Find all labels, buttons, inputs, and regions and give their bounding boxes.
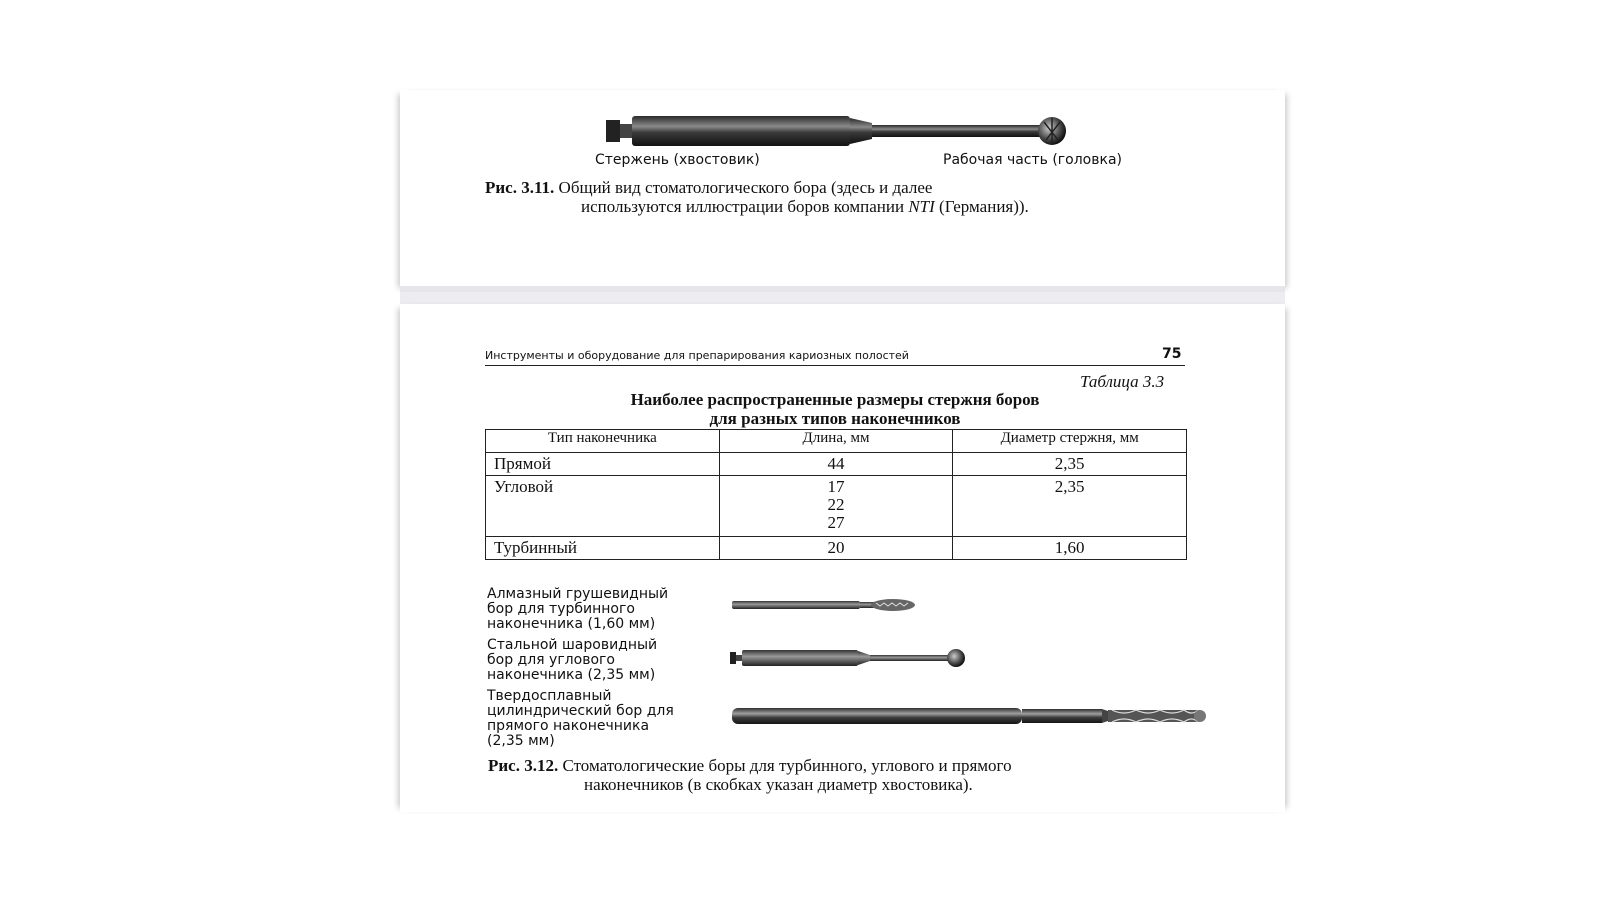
cell-length: 20 [719, 537, 953, 560]
cell-type: Прямой [486, 453, 720, 476]
column-header: Тип наконечника [486, 430, 720, 453]
header-rule [485, 365, 1185, 366]
column-header: Диаметр стержня, мм [953, 430, 1187, 453]
caption-number: Рис. 3.12. [488, 756, 559, 775]
table-row [486, 537, 1187, 560]
caption-line: наконечников (в скобках указан диаметр хвостовика). [584, 775, 973, 794]
running-head: Инструменты и оборудование для препарирования кариозных полостей [485, 349, 909, 362]
page-number: 75 [1162, 346, 1182, 362]
dental-bur-illustration [600, 110, 1080, 150]
working-part-label: Рабочая часть (головка) [943, 152, 1122, 168]
bur-label-diamond [487, 587, 668, 632]
cell-diameter: 2,35 [953, 476, 1187, 537]
diamond-pear-bur-illustration [730, 598, 930, 612]
cell-type: Угловой [486, 476, 720, 537]
figure-3-11-caption [485, 178, 1205, 216]
page-fragment-top [400, 90, 1285, 292]
page-separator [400, 292, 1285, 304]
column-header: Длина, мм [719, 430, 953, 453]
length-value: 17 [827, 477, 845, 496]
figure-3-12-caption [488, 756, 1208, 794]
length-value: 22 [827, 495, 845, 514]
cell-diameter: 2,35 [953, 453, 1187, 476]
table-title-line: Наиболее распространенные размеры стержня боров [630, 390, 1040, 409]
table-row [486, 453, 1187, 476]
cell-diameter: 1,60 [953, 537, 1187, 560]
caption-number: Рис. 3.11. [485, 178, 555, 197]
caption-line: используются иллюстрации боров компании [581, 197, 905, 216]
bur-label-line: прямого наконечника [487, 718, 650, 734]
table-header-row [486, 430, 1187, 453]
bur-label-line: цилиндрический бор для [487, 703, 674, 719]
table-title-line: для разных типов наконечников [709, 409, 961, 428]
bur-label-line: Стальной шаровидный [487, 637, 658, 653]
bur-label-carbide [487, 689, 674, 749]
bur-label-line: Алмазный грушевидный [487, 586, 669, 602]
bur-label-line: бор для углового [487, 652, 615, 668]
cell-length: 44 [719, 453, 953, 476]
carbide-cylinder-bur-illustration [730, 704, 1210, 728]
table-row [486, 476, 1187, 537]
caption-line: Стоматологические боры для турбинного, углового и прямого [562, 756, 1012, 775]
cell-type: Турбинный [486, 537, 720, 560]
page-75 [400, 304, 1285, 812]
table-number: Таблица 3.3 [1080, 372, 1165, 391]
length-value: 27 [827, 513, 845, 532]
bur-label-line: наконечника (2,35 мм) [487, 667, 656, 683]
bur-label-line: (2,35 мм) [487, 733, 555, 749]
bur-label-steel [487, 638, 657, 683]
shank-label: Стержень (хвостовик) [595, 152, 760, 168]
bur-label-line: наконечника (1,60 мм) [487, 616, 656, 632]
cell-length [719, 476, 953, 537]
bur-label-line: бор для турбинного [487, 601, 635, 617]
table-title [485, 390, 1185, 428]
brand-name: NTI [908, 197, 935, 216]
caption-line: Общий вид стоматологического бора (здесь и далее [558, 178, 933, 197]
bur-label-line: Твердосплавный [487, 688, 612, 704]
burs-size-table [485, 429, 1187, 560]
steel-ball-bur-illustration [728, 646, 978, 670]
caption-line: (Германия)). [939, 197, 1029, 216]
